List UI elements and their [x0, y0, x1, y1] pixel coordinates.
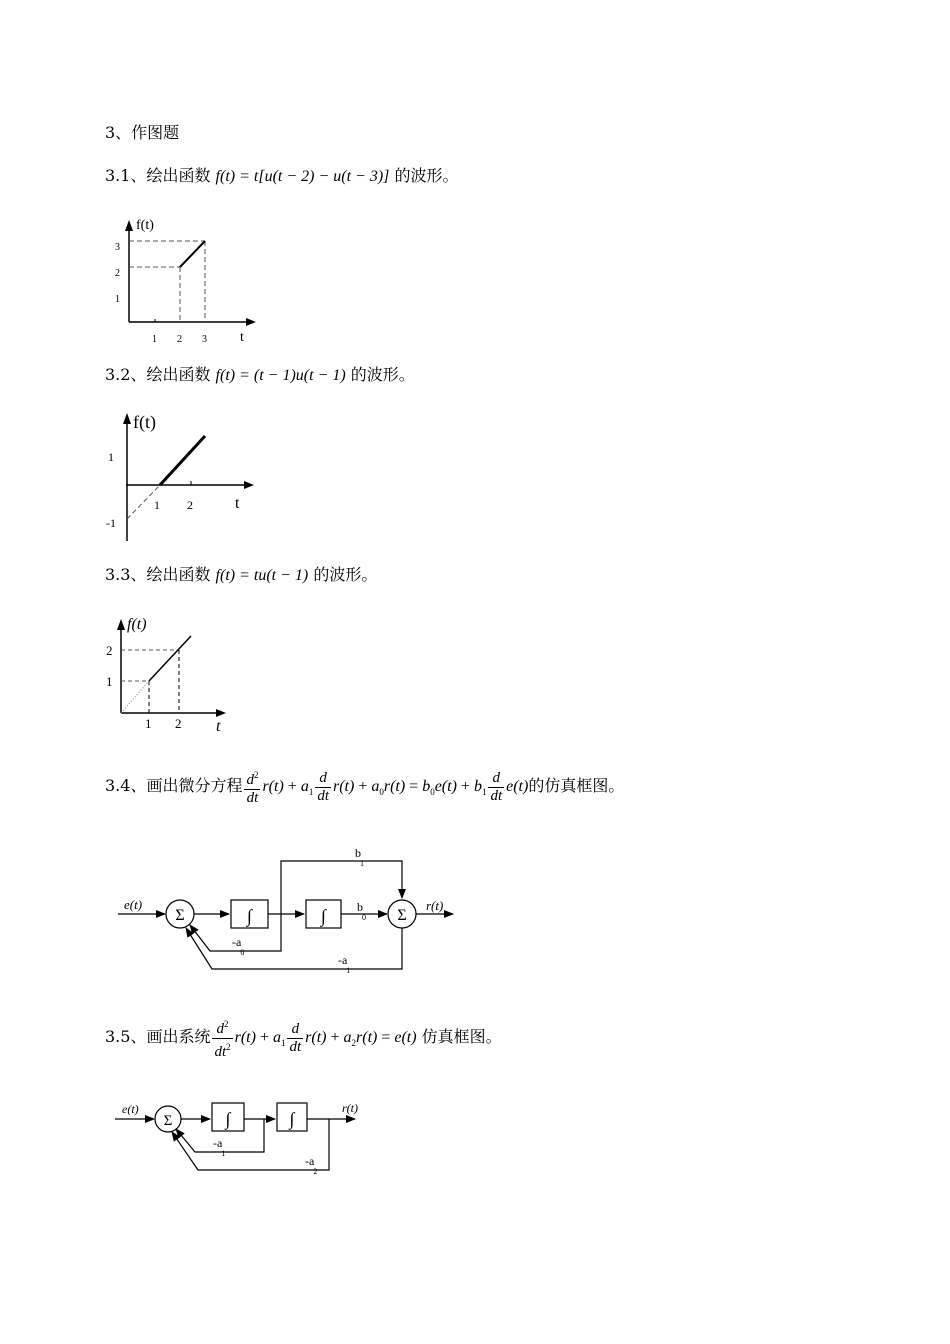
q34-summer-2-symbol: Σ — [397, 907, 407, 924]
q33-xtick: 1 — [145, 716, 152, 731]
q31-xtick: 2 — [177, 334, 182, 345]
q31-waveform — [100, 210, 270, 345]
q34-b0-label: b0 — [357, 900, 366, 922]
q33-formula: f(t) = tu(t − 1) — [215, 567, 309, 584]
q34-block-diagram — [110, 840, 470, 980]
q31-ytick: 3 — [115, 242, 120, 253]
section-title: 3、作图题 — [105, 123, 180, 142]
q31-ytick: 1 — [115, 294, 120, 305]
q32-suffix: 的波形。 — [350, 365, 415, 384]
q31-formula: f(t) = t[u(t − 2) − u(t − 3)] — [215, 168, 390, 185]
q35-suffix: 仿真框图。 — [421, 1027, 502, 1047]
q31-ytick: 2 — [115, 268, 120, 279]
q32-xlabel: t — [235, 495, 240, 512]
q35-prefix: 3.5、画出系统 — [105, 1027, 211, 1047]
q35-equation: $\frac{d^2}{dt^2}$ $r(t) + a_1$ $\frac{d}{dt}$ $r(t) + a_2r(t) = e(t)$ — [214, 1019, 417, 1060]
q33-prefix: 3.3、绘出函数 — [105, 565, 211, 584]
q31-xtick: 1 — [152, 334, 157, 345]
q32-waveform — [100, 405, 270, 545]
q33-xtick: 2 — [175, 716, 182, 731]
q34-input-label: e(t) — [124, 897, 143, 912]
question-3-5 — [105, 1016, 502, 1063]
q35-integrator-1-symbol: ∫ — [225, 1109, 231, 1129]
q34-neg-a0-label: -a0 — [232, 935, 245, 957]
q31-ylabel: f(t) — [136, 218, 154, 233]
q32-ytick: 1 — [108, 450, 114, 464]
question-3-2 — [105, 364, 415, 387]
q32-ylabel: f(t) — [133, 412, 156, 432]
q31-prefix: 3.1、绘出函数 — [105, 166, 211, 185]
q34-integrator-1-symbol: ∫ — [247, 906, 252, 926]
question-3-3 — [105, 564, 377, 587]
q32-xtick: 1 — [154, 498, 160, 512]
q33-ytick: 1 — [106, 674, 113, 689]
q33-ytick: 2 — [106, 643, 113, 658]
q35-input-label: e(t) — [122, 1102, 139, 1116]
q34-prefix: 3.4、画出微分方程 — [105, 776, 243, 795]
q33-suffix: 的波形。 — [313, 565, 378, 584]
q35-block-diagram — [110, 1095, 390, 1185]
q31-xtick: 3 — [202, 334, 207, 345]
q35-integrator-2-symbol: ∫ — [289, 1109, 295, 1129]
q34-integrator-2-symbol: ∫ — [321, 906, 326, 926]
question-3-4 — [105, 766, 624, 812]
q32-formula: f(t) = (t − 1)u(t − 1) — [215, 367, 346, 384]
q34-equation: $\frac{d^2}{dt}$ $r(t) + a_1$ $\frac{d}{dt}$ $r(t) + a_0r(t) = b_0e(t) + b_1$ $\frac{d}{dt}$ e(t) — [246, 769, 529, 807]
q34-output-label: r(t) — [426, 898, 444, 913]
q34-neg-a1-label: -a1 — [338, 953, 351, 975]
q33-ylabel: f(t) — [127, 616, 147, 633]
q35-neg-a2-label: -a2 — [305, 1154, 318, 1176]
q35-neg-a1-label: -a1 — [213, 1136, 226, 1158]
q34-summer-1-symbol: Σ — [175, 907, 185, 924]
question-3-1 — [105, 165, 459, 188]
q34-b1-label: b1 — [355, 846, 364, 868]
q35-summer-symbol: Σ — [163, 1113, 173, 1129]
q32-xtick: 2 — [187, 498, 193, 512]
q31-xlabel: t — [240, 330, 244, 345]
q32-ytick: -1 — [106, 516, 116, 530]
q34-suffix: 的仿真框图。 — [528, 776, 625, 795]
q31-suffix: 的波形。 — [394, 166, 459, 185]
q32-prefix: 3.2、绘出函数 — [105, 365, 211, 384]
q35-output-label: r(t) — [342, 1101, 358, 1115]
q33-xlabel: t — [216, 718, 221, 735]
q33-waveform — [100, 610, 270, 740]
